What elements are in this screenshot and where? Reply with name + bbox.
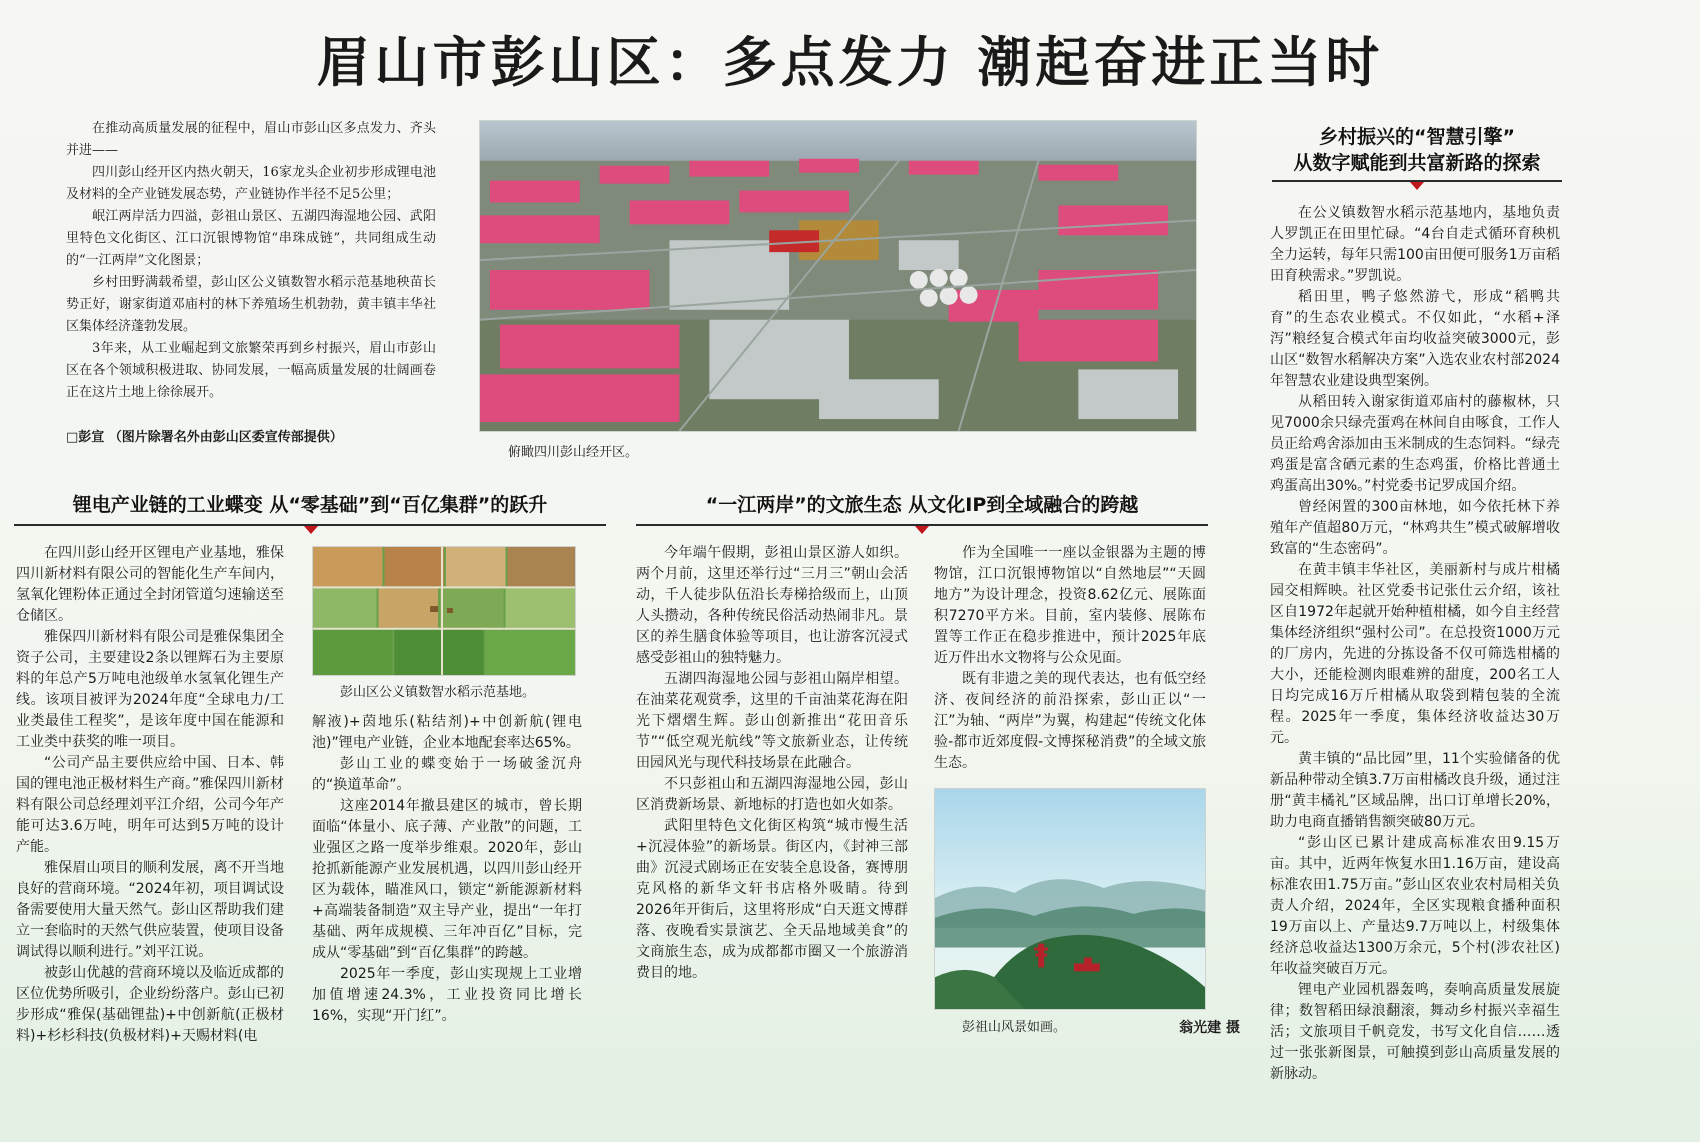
article-paragraph: 被彭山优越的营商环境以及临近成都的区位优势所吸引，企业纷纷落户。彭山已初步形成“雅保(基础锂盐)+中创新航(正极材料)+杉杉科技(负极材料)+天赐材料(电: [16, 965, 284, 1044]
intro-paragraph: 乡村田野满载希望，彭山区公义镇数智水稻示范基地秧苗长势正好，谢家街道邓庙村的林下养殖场生机勃勃，黄丰镇丰华社区集体经济蓬勃发展。: [66, 275, 436, 334]
industrial-park-image: [480, 121, 1196, 431]
culture-column-1: [636, 543, 908, 984]
section-lithium-header: [14, 492, 606, 536]
article-paragraph: 既有非遗之美的现代表达，也有低空经济、夜间经济的前沿探索，彭山正以“一江”为轴、“两岸”为翼，构建起“传统文化体验-都市近郊度假-文博探秘消费”的全域文旅生态。: [934, 671, 1206, 771]
lithium-column-2: [312, 712, 582, 1027]
article-paragraph: 作为全国唯一一座以金银器为主题的博物馆，江口沉银博物馆以“自然地层”“天圆地方”为设计理念，投资8.62亿元、展陈面积7270平方米。目前，室内装修、展陈布置等工作正在稳步推进中，预计2025年底近万件出水文物将与公众见面。: [934, 545, 1206, 666]
section-culture-header: [636, 492, 1208, 536]
culture-column-2: [934, 543, 1206, 774]
intro-paragraph: 四川彭山经开区内热火朝天，16家龙头企业初步形成锂电池及材料的全产业链发展态势，产业链协作半径不足5公里；: [66, 165, 436, 202]
mountain-photo-caption: 彭祖山风景如画。: [962, 1020, 1067, 1035]
rice-field-image: [313, 547, 575, 675]
article-paragraph: 稻田里，鸭子悠然游弋，形成“稻鸭共育”的生态农业模式。不仅如此，“水稻+泽泻”粮经复合模式年亩均收益突破3000元，彭山区“数智水稻解决方案”入选农业农村部2024年智慧农业建设典型案例。: [1270, 289, 1560, 389]
intro-byline: □彭宣 （图片除署名外由彭山区委宣传部提供）: [66, 430, 343, 445]
section-lithium-title: 锂电产业链的工业蝶变 从“零基础”到“百亿集群”的跃升: [72, 494, 548, 516]
page-headline: 眉山市彭山区：多点发力 潮起奋进正当时: [316, 31, 1384, 94]
section-marker-icon: [304, 526, 318, 534]
article-paragraph: 曾经闲置的300亩林地，如今依托林下养殖年产值超80万元，“林鸡共生”模式破解增收致富的“生态密码”。: [1270, 499, 1560, 557]
article-paragraph: 锂电产业园机器轰鸣，奏响高质量发展旋律；数智稻田绿浪翻滚，舞动乡村振兴幸福生活；文旅项目千帆竞发，书写文化自信……透过一张张新图景，可触摸到彭山高质量发展的新脉动。: [1270, 982, 1560, 1082]
article-paragraph: 不只彭祖山和五湖四海湿地公园，彭山区消费新场景、新地标的打造也如火如荼。: [636, 776, 908, 813]
article-paragraph: 武阳里特色文化街区构筑“城市慢生活+沉浸体验”的新场景。街区内，《封神三部曲》沉浸式剧场正在安装全息设备，赛博朋克风格的新华文轩书店格外吸睛。待到2026年开街后，这里将形成“白天逛文博群落、夜晚看实景演艺、全天品地域美食”的文商旅生态，成为成都都市圈又一个旅游消费目的地。: [636, 818, 908, 981]
article-paragraph: 解液)+茵地乐(粘结剂)+中创新航(锂电池)”锂电产业链，企业本地配套率达65%。: [312, 714, 582, 751]
section-rural-title-line2: 从数字赋能到共富新路的探索: [1293, 152, 1541, 174]
main-aerial-photo: [479, 120, 1197, 432]
lithium-column-1: [16, 543, 284, 1047]
article-paragraph: 在四川彭山经开区锂电产业基地，雅保四川新材料有限公司的智能化生产车间内，氢氧化锂粉体正通过全封闭管道匀速输送至仓储区。: [16, 545, 284, 624]
intro-block: [66, 118, 436, 404]
article-paragraph: 黄丰镇的“品比园”里，11个实验储备的优新品种带动全镇3.7万亩柑橘改良升级，通过注册“黄丰橘礼”区域品牌，出口订单增长20%，助力电商直播销售额突破80万元。: [1270, 751, 1560, 830]
intro-paragraph: 岷江两岸活力四溢，彭祖山景区、五湖四海湿地公园、武阳里特色文化街区、江口沉银博物馆“串珠成链”，共同组成生动的“一江两岸”文化图景；: [66, 209, 436, 268]
article-paragraph: “公司产品主要供应给中国、日本、韩国的锂电池正极材料生产商。”雅保四川新材料有限公司总经理刘平江介绍，公司今年产能可达3.6万吨，明年可达到5万吨的设计产能。: [16, 755, 284, 855]
article-paragraph: 这座2014年撤县建区的城市，曾长期面临“体量小、底子薄、产业散”的问题，工业强区之路一度举步维艰。2020年，彭山抢抓新能源产业发展机遇，以四川彭山经开区为载体，瞄准风口，锁定“新能源新材料+高端装备制造”双主导产业，提出“一年打基础、两年成规模、三年冲百亿”目标，完成从“零基础”到“百亿集群”的跨越。: [312, 798, 582, 961]
article-paragraph: 五湖四海湿地公园与彭祖山隔岸相望。在油菜花观赏季，这里的千亩油菜花海在阳光下熠熠生辉。彭山创新推出“花田音乐节”“低空观光航线”等文旅新业态，让传统田园风光与现代科技场景在此融合。: [636, 671, 908, 771]
section-marker-icon: [1410, 182, 1424, 190]
article-paragraph: 彭山工业的蝶变始于一场破釜沉舟的“换道革命”。: [312, 756, 582, 793]
section-culture-title: “一江两岸”的文旅生态 从文化IP到全域融合的跨越: [705, 494, 1139, 516]
intro-paragraph: 在推动高质量发展的征程中，眉山市彭山区多点发力、齐头并进——: [66, 121, 436, 158]
intro-paragraph: 3年来，从工业崛起到文旅繁荣再到乡村振兴，眉山市彭山区在各个领域积极进取、协同发展，一幅高质量发展的壮阔画卷正在这片土地上徐徐展开。: [66, 341, 436, 400]
article-paragraph: 2025年一季度，彭山实现规上工业增加值增速24.3%，工业投资同比增长16%，实现“开门红”。: [312, 966, 582, 1024]
article-paragraph: 雅保眉山项目的顺利发展，离不开当地良好的营商环境。“2024年初，项目调试设备需要使用大量天然气。彭山区帮助我们建立一套临时的天然气供应装置，使项目设备调试得以顺利进行。”刘平江说。: [16, 860, 284, 960]
mountain-photo-credit: 翁光建 摄: [1179, 1020, 1240, 1036]
mountain-landscape-image: [935, 789, 1205, 1009]
section-rural-header: [1272, 124, 1562, 188]
rice-field-photo: [312, 546, 576, 676]
main-photo-caption: 俯瞰四川彭山经开区。: [508, 445, 639, 460]
article-paragraph: 雅保四川新材料有限公司是雅保集团全资子公司，主要建设2条以锂辉石为主要原料的年总产5万吨电池级单水氢氧化锂生产线。该项目被评为2024年度“全球电力/工业类最佳工程奖”，是该年度中国在能源和工业类中获奖的唯一项目。: [16, 629, 284, 750]
article-paragraph: 今年端午假期，彭祖山景区游人如织。两个月前，这里还举行过“三月三”朝山会活动，千人徒步队伍沿长寿梯拾级而上，山顶人头攒动，各种传统民俗活动热闹非凡。景区的养生膳食体验等项目，也让游客沉浸式感受彭祖山的独特魅力。: [636, 545, 908, 666]
rural-column: [1270, 203, 1560, 1085]
article-paragraph: 在公义镇数智水稻示范基地内，基地负责人罗凯正在田里忙碌。“4台自走式循环育秧机全力运转，每年只需100亩田便可服务1万亩稻田育秧需求。”罗凯说。: [1270, 205, 1560, 284]
mountain-photo: [934, 788, 1206, 1010]
section-rural-title-line1: 乡村振兴的“智慧引擎”: [1319, 126, 1515, 148]
article-paragraph: 从稻田转入谢家街道邓庙村的藤椒林，只见7000余只绿壳蛋鸡在林间自由啄食，工作人员正给鸡舍添加由玉米制成的生态饲料。“绿壳鸡蛋是富含硒元素的生态鸡蛋，价格比普通土鸡蛋高出30%。”村党委书记罗成国介绍。: [1270, 394, 1560, 494]
rice-photo-caption: 彭山区公义镇数智水稻示范基地。: [340, 685, 536, 700]
article-paragraph: “彭山区已累计建成高标准农田9.15万亩。其中，近两年恢复水田1.16万亩，建设高标准农田1.75万亩。”彭山区农业农村局相关负责人介绍，2024年，全区实现粮食播种面积19万亩以上、产量达9.7万吨以上，村级集体经济总收益达1300万余元，5个村(涉农社区)年收益突破百万元。: [1270, 835, 1560, 977]
section-marker-icon: [915, 526, 929, 534]
article-paragraph: 在黄丰镇丰华社区，美丽新村与成片柑橘园交相辉映。社区党委书记张仕云介绍，该社区自1972年起就开始种植柑橘，如今自主经营集体经济组织“强村公司”。在总投资1000万元的厂房内，先进的分拣设备不仅可筛选柑橘的大小，还能检测肉眼难辨的甜度，200名工人日均完成16万斤柑橘从取袋到精包装的全流程。2025年一季度，集体经济收益达30万元。: [1270, 562, 1560, 746]
